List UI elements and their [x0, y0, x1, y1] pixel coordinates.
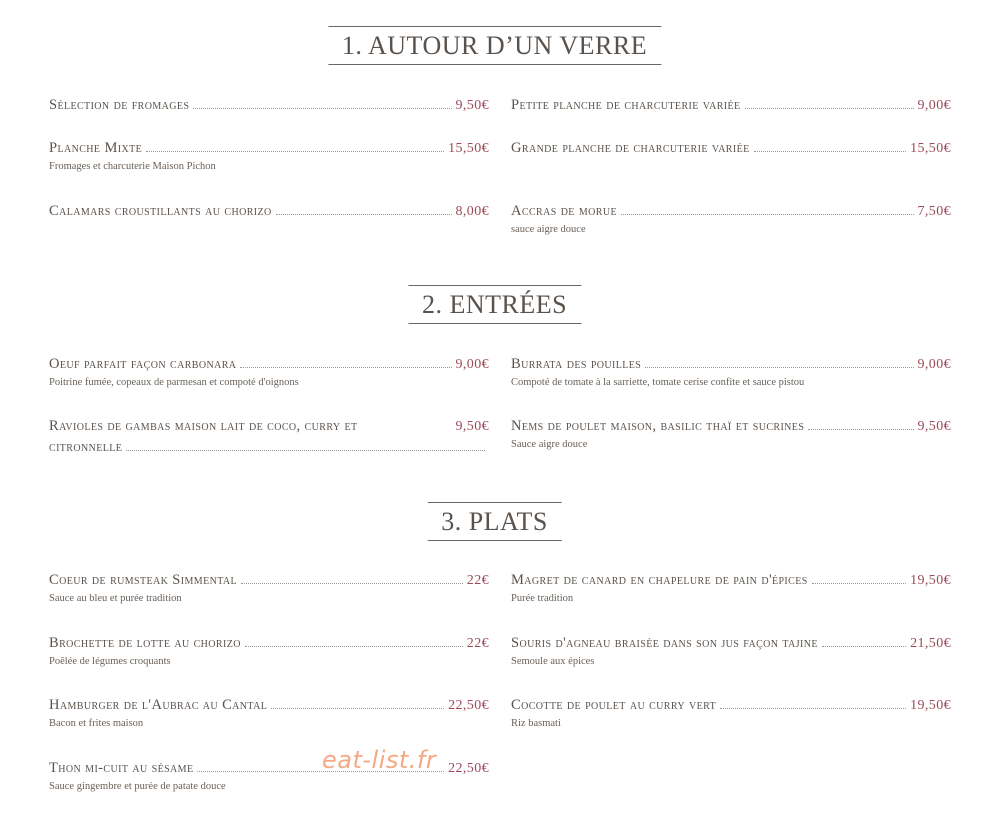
- item-price: 21,50€: [910, 636, 951, 651]
- item-name: Hamburger de l'Aubrac au Cantal: [49, 697, 268, 713]
- item-description: Purée tradition: [511, 593, 574, 604]
- menu-item: [511, 416, 951, 450]
- menu-item: [511, 95, 951, 116]
- item-price: 9,00€: [455, 357, 489, 372]
- item-name: Petite planche de charcuterie variée: [511, 97, 741, 113]
- item-price: 9,00€: [917, 357, 951, 372]
- item-name: Magret de canard en chapelure de pain d'épices: [511, 572, 808, 588]
- item-name: Nems de poulet maison, basilic thaï et sucrines: [511, 418, 805, 434]
- item-price: 9,50€: [455, 419, 489, 434]
- watermark-logo: eat-list.fr: [322, 746, 437, 774]
- menu-item: [49, 354, 489, 388]
- item-description: Sauce aigre douce: [511, 439, 588, 450]
- menu-item: [511, 138, 951, 159]
- item-name: Oeuf parfait façon carbonara: [49, 356, 237, 372]
- item-name: Calamars croustillants au chorizo: [49, 203, 272, 219]
- item-name: Ravioles de gambas maison lait de coco, curry et: [49, 418, 358, 434]
- item-name: Thon mi-cuit au sésame: [49, 760, 194, 776]
- item-description: Poêlée de légumes croquants: [49, 656, 171, 667]
- dot-leader: [276, 214, 452, 215]
- item-price: 7,50€: [917, 204, 951, 219]
- item-price: 15,50€: [448, 141, 489, 156]
- menu-item: [49, 416, 489, 457]
- dot-leader: [720, 708, 906, 709]
- menu-item: [49, 570, 489, 604]
- item-price: 22,50€: [448, 761, 489, 776]
- item-description: Fromages et charcuterie Maison Pichon: [49, 161, 216, 172]
- dot-leader: [645, 367, 913, 368]
- item-price: 22€: [466, 636, 489, 651]
- dot-leader: [808, 429, 913, 430]
- menu-item: [511, 201, 951, 235]
- item-name: Planche Mixte: [49, 140, 143, 156]
- menu-item: [49, 138, 489, 172]
- item-name: Sélection de fromages: [49, 97, 190, 113]
- section-title: 1. AUTOUR D’UN VERRE: [328, 26, 661, 65]
- dot-leader: [245, 646, 463, 647]
- item-name: Brochette de lotte au chorizo: [49, 635, 241, 651]
- item-description: Bacon et frites maison: [49, 718, 144, 729]
- dot-leader: [146, 151, 444, 152]
- item-description: Riz basmati: [511, 718, 561, 729]
- item-price: 9,50€: [455, 98, 489, 113]
- dot-leader: [745, 108, 914, 109]
- item-price: 19,50€: [910, 698, 951, 713]
- item-name: Souris d'agneau braisée dans son jus façon tajine: [511, 635, 818, 651]
- dot-leader: [754, 151, 906, 152]
- item-price: 19,50€: [910, 573, 951, 588]
- item-description: Compoté de tomate à la sarriette, tomate cerise confite et sauce pistou: [511, 377, 805, 388]
- item-description: sauce aigre douce: [511, 224, 586, 235]
- menu-item: [511, 633, 951, 667]
- section-title: 2. ENTRÉES: [408, 285, 581, 324]
- dot-leader: [193, 108, 451, 109]
- menu-item: [511, 695, 951, 729]
- menu-item: [49, 633, 489, 667]
- item-name-continued: citronnelle: [49, 439, 123, 455]
- item-price: 22€: [466, 573, 489, 588]
- dot-leader: [241, 583, 463, 584]
- item-name: Grande planche de charcuterie variée: [511, 140, 750, 156]
- menu-item: [49, 201, 489, 222]
- item-name: Cocotte de poulet au curry vert: [511, 697, 717, 713]
- item-price: 9,00€: [917, 98, 951, 113]
- item-description: Sauce au bleu et purée tradition: [49, 593, 182, 604]
- dot-leader: [621, 214, 914, 215]
- item-description: Poitrine fumée, copeaux de parmesan et compoté d'oignons: [49, 377, 299, 388]
- menu-item: [511, 570, 951, 604]
- dot-leader: [812, 583, 906, 584]
- item-price: 8,00€: [455, 204, 489, 219]
- item-price: 9,50€: [917, 419, 951, 434]
- dot-leader: [271, 708, 444, 709]
- menu-item: [511, 354, 951, 388]
- item-name: Burrata des pouilles: [511, 356, 642, 372]
- menu-item: [49, 695, 489, 729]
- item-price: 15,50€: [910, 141, 951, 156]
- item-price: 22,50€: [448, 698, 489, 713]
- item-name: Coeur de rumsteak Simmental: [49, 572, 238, 588]
- item-name: Accras de morue: [511, 203, 617, 219]
- section-title: 3. PLATS: [427, 502, 562, 541]
- item-description: Sauce gingembre et purée de patate douce: [49, 781, 226, 792]
- dot-leader: [240, 367, 451, 368]
- dot-leader: [126, 450, 485, 451]
- item-description: Semoule aux épices: [511, 656, 595, 667]
- dot-leader: [822, 646, 906, 647]
- menu-item: [49, 95, 489, 116]
